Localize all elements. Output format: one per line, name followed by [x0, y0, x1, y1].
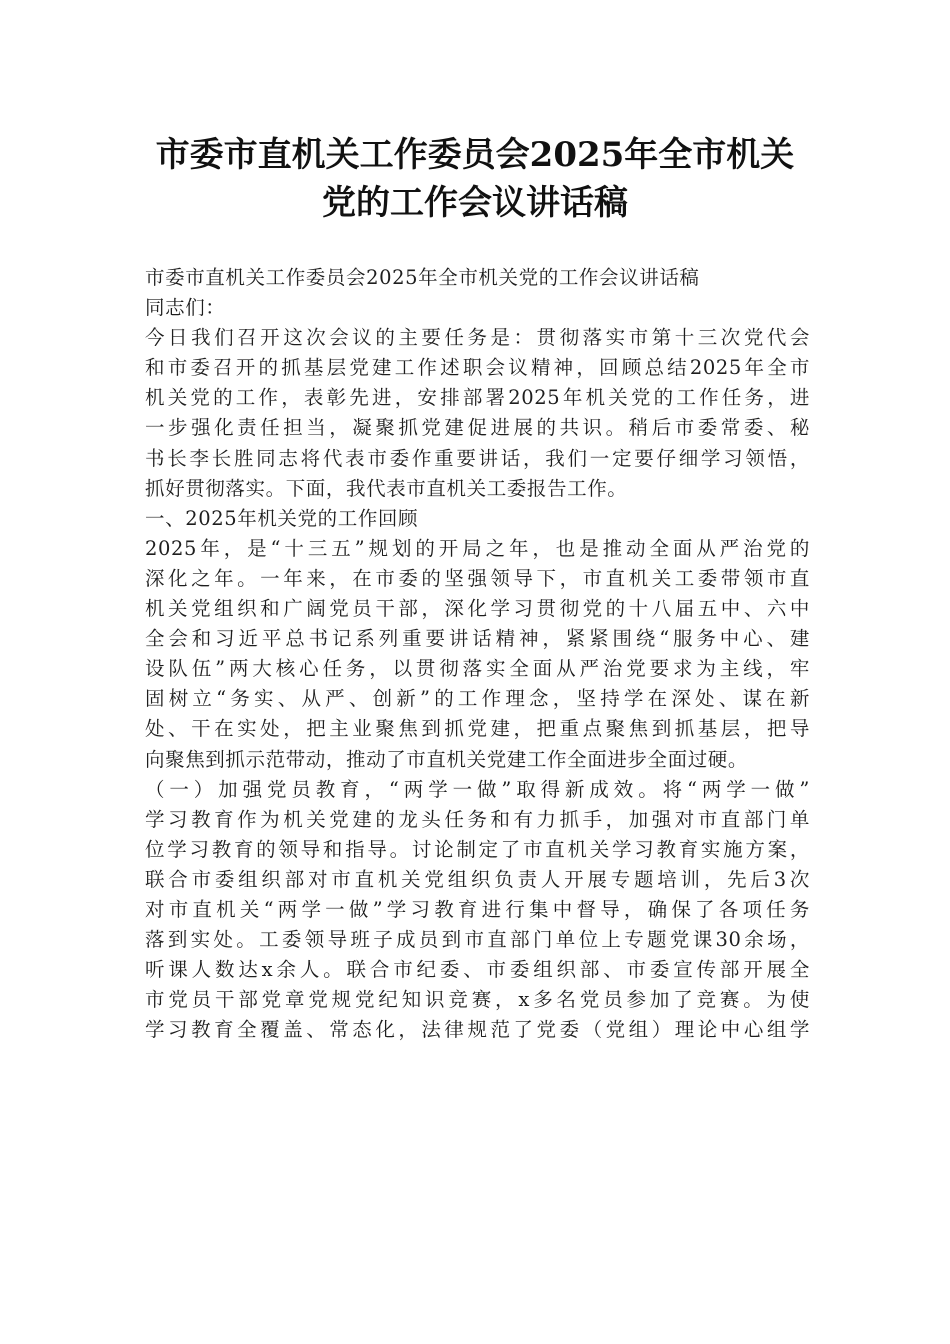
text-line: 固树立“务实、从严、创新”的工作理念，坚持学在深处、谋在新	[145, 687, 810, 711]
text-line: 处、干在实处，把主业聚焦到抓党建，把重点聚焦到抓基层，把导	[145, 717, 810, 741]
text-line: 一步强化责任担当，凝聚抓党建促进展的共识。稍后市委常委、秘	[145, 416, 810, 440]
text-line: 学习教育作为机关党建的龙头任务和有力抓手，加强对市直部门单	[145, 807, 810, 831]
text-line: 学习教育全覆盖、常态化，法律规范了党委（党组）理论中心组学	[145, 1018, 810, 1042]
text-line: 今日我们召开这次会议的主要任务是：贯彻落实市第十三次党代会	[145, 326, 810, 350]
paragraph-subtitle	[145, 263, 810, 293]
text-line: 深化之年。一年来，在市委的坚强领导下，市直机关工委带领市直	[145, 566, 810, 590]
text-line: 设队伍”两大核心任务，以贯彻落实全面从严治党要求为主线，牢	[145, 657, 810, 681]
title-line-1: 市委市直机关工作委员会2025年全市机关	[155, 135, 795, 175]
document-body	[145, 263, 810, 1045]
text-line: 听课人数达x余人。联合市纪委、市委组织部、市委宣传部开展全	[145, 958, 810, 982]
section-heading	[145, 504, 810, 534]
paragraph-review	[145, 534, 810, 775]
text-line: 市委市直机关工作委员会2025年全市机关党的工作会议讲话稿	[145, 266, 700, 289]
paragraph-subsection-1	[145, 775, 810, 1046]
document-title	[120, 131, 830, 227]
text-line: 2025年，是“十三五”规划的开局之年，也是推动全面从严治党的	[145, 536, 810, 560]
text-line: 对市直机关“两学一做”学习教育进行集中督导，确保了各项任务	[145, 897, 810, 921]
paragraph-salutation	[145, 293, 810, 323]
text-line: 全会和习近平总书记系列重要讲话精神，紧紧围绕“服务中心、建	[145, 627, 810, 651]
title-line-2: 党的工作会议讲话稿	[322, 183, 628, 223]
text-line: 同志们：	[145, 296, 226, 320]
text-line: 联合市委组织部对市直机关党组织负责人开展专题培训，先后3次	[145, 867, 810, 891]
text-line: 市党员干部党章党规党纪知识竞赛，x多名党员参加了竞赛。为使	[145, 988, 810, 1012]
text-line: 落到实处。工委领导班子成员到市直部门单位上专题党课30余场，	[145, 928, 810, 952]
text-line: 位学习教育的领导和指导。讨论制定了市直机关学习教育实施方案，	[145, 837, 810, 861]
text-line: 书长李长胜同志将代表市委作重要讲话，我们一定要仔细学习领悟，	[145, 446, 810, 470]
text-line: 和市委召开的抓基层党建工作述职会议精神，回顾总结2025年全市	[145, 356, 810, 380]
text-line: 机关党的工作，表彰先进，安排部署2025年机关党的工作任务，进	[145, 386, 810, 410]
text-line: 抓好贯彻落实。下面，我代表市直机关工委报告工作。	[145, 476, 628, 500]
paragraph-intro	[145, 323, 810, 504]
text-line: （一）加强党员教育，“两学一做”取得新成效。将“两学一做”	[145, 777, 810, 801]
text-line: 机关党组织和广阔党员干部，深化学习贯彻党的十八届五中、六中	[145, 597, 810, 621]
text-line: 一、2025年机关党的工作回顾	[145, 506, 419, 530]
text-line: 向聚焦到抓示范带动，推动了市直机关党建工作全面进步全面过硬。	[145, 747, 749, 771]
